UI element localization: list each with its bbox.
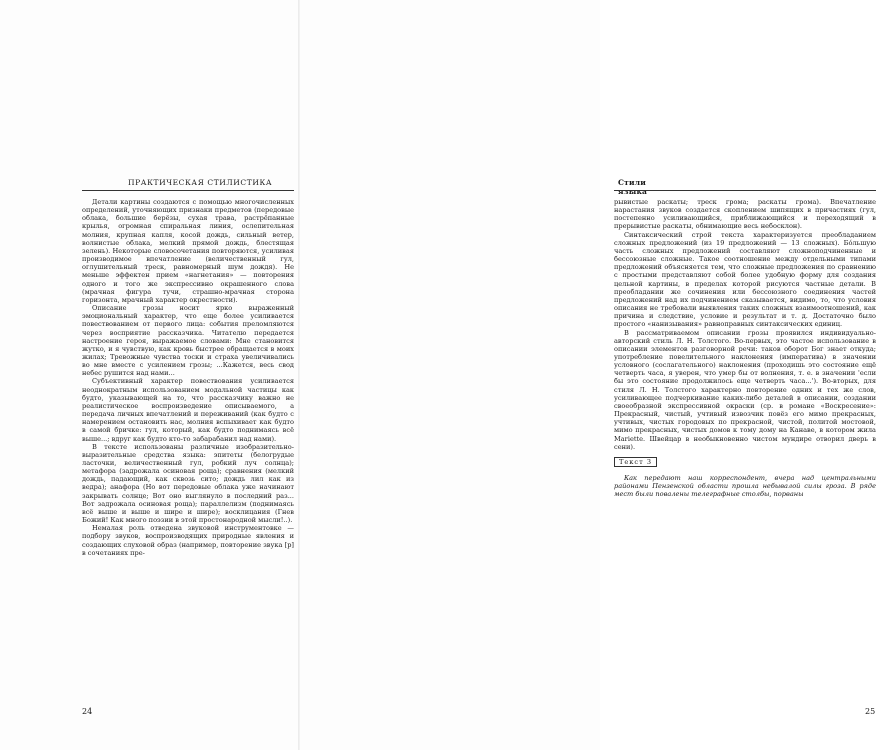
right-page: [300, 0, 876, 750]
left-page-body: [82, 198, 294, 557]
paragraph: Немалая роль отведена звуковой инструментовке — подбору звуков, воспроизводящих природные явления и создающих слуховой образ (например, повторение звука [р] в сочетаниях пре-: [82, 524, 294, 557]
header-rule-right: [614, 190, 876, 191]
example-text: Как передают наш корреспондент, вчера над центральными районами Пензенской области прошла небывалой силы гроза. В ряде мест были повалены телеграфные столбы, порваны: [614, 474, 876, 499]
paragraph: Описание грозы носит ярко выраженный эмоциональный характер, что еще более усиливается повествованием от первого лица: события преломляются через восприятие рассказчика. Читателю передается настроение героя, выражаемое словами: Мне становится жутко, и я чувствую, как кровь быстрее обращается в моих жилах; Тревожные чувства тоски и страха увеличивались во мне вместе с усилением грозы; ...Кажется, весь свод небес рушится над нами...: [82, 304, 294, 378]
text-section-heading: Текст 3: [614, 457, 657, 467]
paragraph: В рассматриваемом описании грозы проявился индивидуально-авторский стиль Л. Н. Толстого. Во-первых, это частое использование в описании элементов разговорной речи: таков оборот Бог знает откуда; употребление повелительного наклонения (императива) в значении условного (сослагательного) наклонения (проходишь это состояние ещё четверть часа, я уверен, что умер бы от волнения, т. е. в значении 'если бы это состояние продолжилось еще четверть часа...'). Во-вторых, для стиля Л. Н. Толстого характерно повторение одних и тех же слов, усиливающее подчеркивание каких-либо деталей в описании, создании своеобразной экспрессивной окраски (ср. в романе «Воскресение»: Прекрасный, чистый, учтивый извозчик повёз его мимо прекрасных, учтивых, чистых городовых по прекрасной, чистой, политой мостовой, мимо прекрасных, чистых домов к тому дому на Канаве, в котором жила Mariette. Швейцар в необыкновенно чистом мундире отворил дверь в сени).: [614, 328, 876, 451]
page-number-right: 25: [865, 707, 876, 716]
running-head-right: Стили языка: [618, 178, 648, 196]
paragraph: Детали картины создаются с помощью многочисленных определений, уточняющих признаки предметов (передовые облака, большие берёзы, сухая трава, растрёпанные крылья, огромная спиральная линия, ослепительная молния, крупная капля, косой дождь, сильный ветер, волнистые облака, мелкий прямой дождь, блестящая зелень). Некоторые словосочетания повторяются, усиливая производимое впечатление (величественный гул, оглушительный треск, равномерный шум дождя). Не меньше эффектен прием «нагнетания» — повторения одного и того же экспрессивно окрашенного слова (мрачная фигура тучи, страшно-мрачная сторона горизонта, мрачный характер окрестности).: [82, 198, 294, 304]
paragraph: Синтаксический строй текста характеризуется преобладанием сложных предложений (из 19 предложений — 13 сложных). Бо́льшую часть сложных предложений составляют сложноподчиненные и бессоюзные сложные. Такое соотношение между отдельными типами предложений объясняется тем, что сложные предложения по сравнению с простыми представляют собой более удобную форму для создания цельной картины, в пределах которой рисуются частные детали. В преобладании же сочинения или бессоюзного соединения частей предложений над их подчинением сказывается, видимо, то, что условия описания не требовали выявления таких сложных взаимоотношений, как причина и следствие, условие и результат и т. д. Достаточно было простого «нанизывания» равноправных синтаксических единиц.: [614, 230, 876, 329]
paragraph: рывистые раскаты; треск грома; раскаты грома). Впечатление нарастания звуков создается скоплением шипящих в причастиях (гул, постепенно усиливающийся, приближающийся и переходящий в прерывистые раскаты, обнимающие весь небосклон).: [614, 198, 876, 231]
header-rule-left: [82, 190, 294, 191]
page-number-left: 24: [82, 707, 93, 716]
left-page: [0, 0, 300, 750]
paragraph: Субъективный характер повествования усиливается неоднократным использованием модальной частицы как будто, указывающей на то, что рассказчику важно не реалистическое воспроизведение описываемого, а передача личных впечатлений и переживаний (как будто с намерением остановить нас, молния вспыхивает как будто в самой бричке: гул, который, как будто поднимаясь всё выше...; вдруг как будто кто-то забарабанил над нами).: [82, 377, 294, 443]
running-head-left: ПРАКТИЧЕСКАЯ СТИЛИСТИКА: [128, 178, 273, 187]
right-page-body: [614, 198, 876, 498]
paragraph: В тексте использованы различные изобразительно-выразительные средства языка: эпитеты (белогрудые ласточки, величественный гул, робкий луч солнца); метафора (задрожала осиновая роща); сравнения (мелкий дождь, падающий, как сквозь сито; дождь лил как из ведра); анафора (Но вот передовые облака уже начинают закрывать солнце; Вот оно выглянуло в последний раз... Вот задрожала осиновая роща); параллелизм (поднимаясь всё выше и выше и шире и шире); восклицания (Гнев Божий! Как много поэзии в этой простонародной мысли!..).: [82, 442, 294, 525]
